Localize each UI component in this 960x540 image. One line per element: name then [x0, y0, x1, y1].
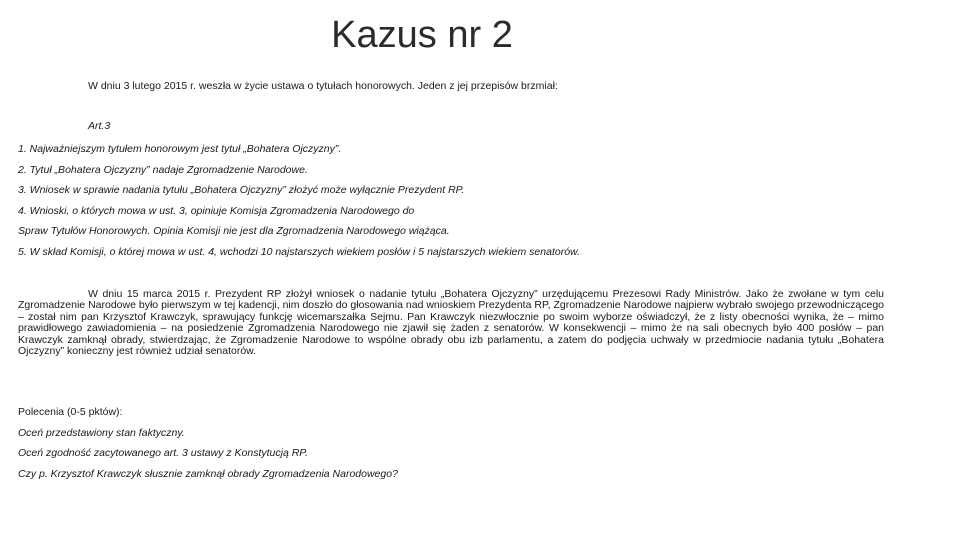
article-provision-1: 1. Najważniejszym tytułem honorowym jest tytuł „Bohatera Ojczyzny”.: [18, 143, 342, 155]
tasks-heading: Polecenia (0-5 pktów):: [18, 406, 123, 418]
task-item-2: Oceń zgodność zacytowanego art. 3 ustawy z Konstytucją RP.: [18, 447, 308, 459]
task-item-1: Oceń przedstawiony stan faktyczny.: [18, 427, 185, 439]
article-provision-4: 4. Wnioski, o których mowa w ust. 3, opiniuje Komisja Zgromadzenia Narodowego do: [18, 205, 415, 217]
page-title: Kazus nr 2: [331, 14, 513, 56]
facts-paragraph: W dniu 15 marca 2015 r. Prezydent RP złożył wniosek o nadanie tytułu „Bohatera Ojczyzny” urzędującemu Prezesowi Rady Ministrów. Jako że zwołane w tym celu Zgromadzenie Narodowe było pierwszym w tej kadencji, nim doszło do głosowania nad wnioskiem Prezydenta RP, Zgromadzenie Narodowe najpierw wybrało swojego przewodniczącego – został nim pan Krzysztof Krawczyk, sprawujący funkcję wicemarszałka Sejmu. Pan Krawczyk niezwłocznie po swoim wyborze oświadczył, że z listy obecności wynika, że – mimo prawidłowego zawiadomienia – na posiedzenie Zgromadzenia Narodowego nie zjawił się żaden z senatorów. W konsekwencji – mimo że na sali obecnych było 400 posłów – pan Krawczyk zamknął obrady, stwierdzając, że Zgromadzenie Narodowe to wspólne obrady obu izb parlamentu, a zatem do podjęcia uchwały w przedmiocie nadania tytułu „Bohatera Ojczyzny” konieczny jest również udział senatorów.: [18, 288, 884, 358]
article-heading: Art.3: [88, 120, 111, 132]
article-provision-5: 5. W skład Komisji, o której mowa w ust. 4, wchodzi 10 najstarszych wiekiem posłów i 5 najstarszych wiekiem senatorów.: [18, 246, 580, 258]
task-item-3: Czy p. Krzysztof Krawczyk słusznie zamknął obrady Zgromadzenia Narodowego?: [18, 468, 398, 480]
article-provision-4-cont: Spraw Tytułów Honorowych. Opinia Komisji nie jest dla Zgromadzenia Narodowego wiążąca.: [18, 225, 450, 237]
article-provision-3: 3. Wniosek w sprawie nadania tytułu „Bohatera Ojczyzny” złożyć może wyłącznie Prezydent RP.: [18, 184, 465, 196]
intro-text: W dniu 3 lutego 2015 r. weszła w życie ustawa o tytułach honorowych. Jeden z jej przepisów brzmiał:: [88, 80, 558, 92]
article-provision-2: 2. Tytuł „Bohatera Ojczyzny” nadaje Zgromadzenie Narodowe.: [18, 164, 308, 176]
